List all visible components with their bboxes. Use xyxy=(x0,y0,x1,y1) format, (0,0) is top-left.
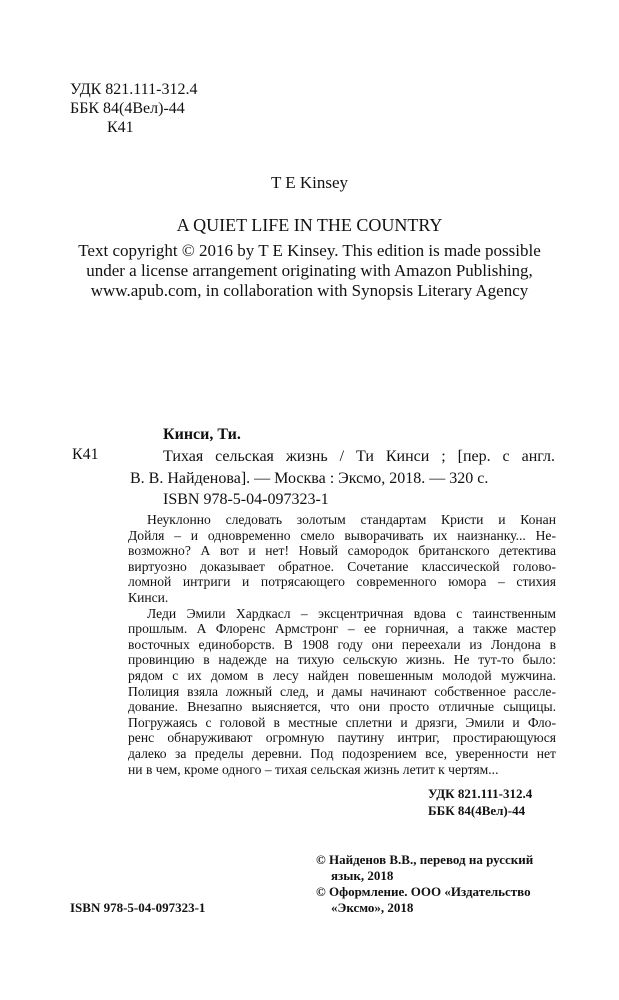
author-mark: К41 xyxy=(107,119,134,136)
abstract-line: провинцию в надежде на тихую сельскую жизнь. Не тут-то было: xyxy=(128,652,556,668)
abstract-line: Погружаясь с головой в местные сплетни и дрязги, Эмили и Фло- xyxy=(128,714,556,730)
abstract-line: возможно? А вот и нет! Новый самородок британского детектива xyxy=(128,543,556,559)
bib-line: В. В. Найденова]. — Москва : Эксмо, 2018. — 320 с. xyxy=(130,470,489,487)
abstract-line: прошлым. А Флоренс Армстронг – ее горничная, а также мастер xyxy=(128,621,556,637)
translation-copyright: © Найденов В.В., перевод на русский xyxy=(316,852,534,867)
book-title: A QUIET LIFE IN THE COUNTRY xyxy=(176,215,443,235)
abstract xyxy=(128,512,556,777)
bottom-udk: УДК 821.111-312.4 xyxy=(428,786,533,801)
abstract-line: восточных единоборств. В 1908 году они переехали из Лондона в xyxy=(128,636,556,652)
copyright-line: under a license arrangement originating with Amazon Publishing, xyxy=(86,261,533,280)
design-copyright: © Оформление. ООО «Издательство xyxy=(316,884,531,899)
abstract-line: ни в чем, кроме одного – тихая сельская жизнь летит к чертям... xyxy=(128,761,499,777)
bib-isbn: ISBN 978-5-04-097323-1 xyxy=(163,491,329,508)
bib-description xyxy=(130,446,555,490)
bottom-bbk: ББК 84(4Вел)-44 xyxy=(428,803,526,818)
footer-isbn: ISBN 978-5-04-097323-1 xyxy=(70,900,206,915)
abstract-line: рядом с их домом в лесу найден повешенным молодой мужчина. xyxy=(128,667,556,683)
bib-heading: Кинси, Ти. xyxy=(163,426,241,443)
bib-mark: К41 xyxy=(72,446,99,463)
abstract-line: дование. Внезапно выясняется, что они просто отличные сыщицы. xyxy=(128,699,556,715)
design-copyright-cont: «Эксмо», 2018 xyxy=(331,900,414,915)
abstract-line: Полиция взяла ложный след, и дамы начинают собственное рассле- xyxy=(128,683,556,699)
translation-copyright-cont: язык, 2018 xyxy=(331,868,394,883)
udk-code: УДК 821.111-312.4 xyxy=(70,81,198,98)
abstract-line: далеко за пределы деревни. Под подозрением все, уверенности нет xyxy=(128,745,556,761)
author-name: T E Kinsey xyxy=(270,173,349,192)
bib-line: Тихая сельская жизнь / Ти Кинси ; [пер. с англ. xyxy=(163,448,555,465)
copyright-line: Text copyright © 2016 by T E Kinsey. This edition is made possible xyxy=(78,241,541,260)
abstract-line: Дойля – и одновременно смело выворачивать их наизнанку... Не- xyxy=(128,527,556,543)
abstract-line: Кинси. xyxy=(128,589,169,605)
bbk-code: ББК 84(4Вел)-44 xyxy=(70,100,185,117)
abstract-line: ренс обнаруживают огромную паутину интриг, простирающуюся xyxy=(128,730,556,746)
abstract-line: Леди Эмили Хардкасл – эксцентричная вдова с таинственным xyxy=(147,605,556,621)
copyright-line: www.apub.com, in collaboration with Synopsis Literary Agency xyxy=(90,281,529,300)
abstract-line: Неуклонно следовать золотым стандартам Кристи и Конан xyxy=(147,512,556,527)
abstract-line: виртуозно доказывает обратное. Сочетание классической голово- xyxy=(128,558,556,574)
abstract-line: ломной интриги и потрясающего современного юмора – стихия xyxy=(128,574,556,590)
